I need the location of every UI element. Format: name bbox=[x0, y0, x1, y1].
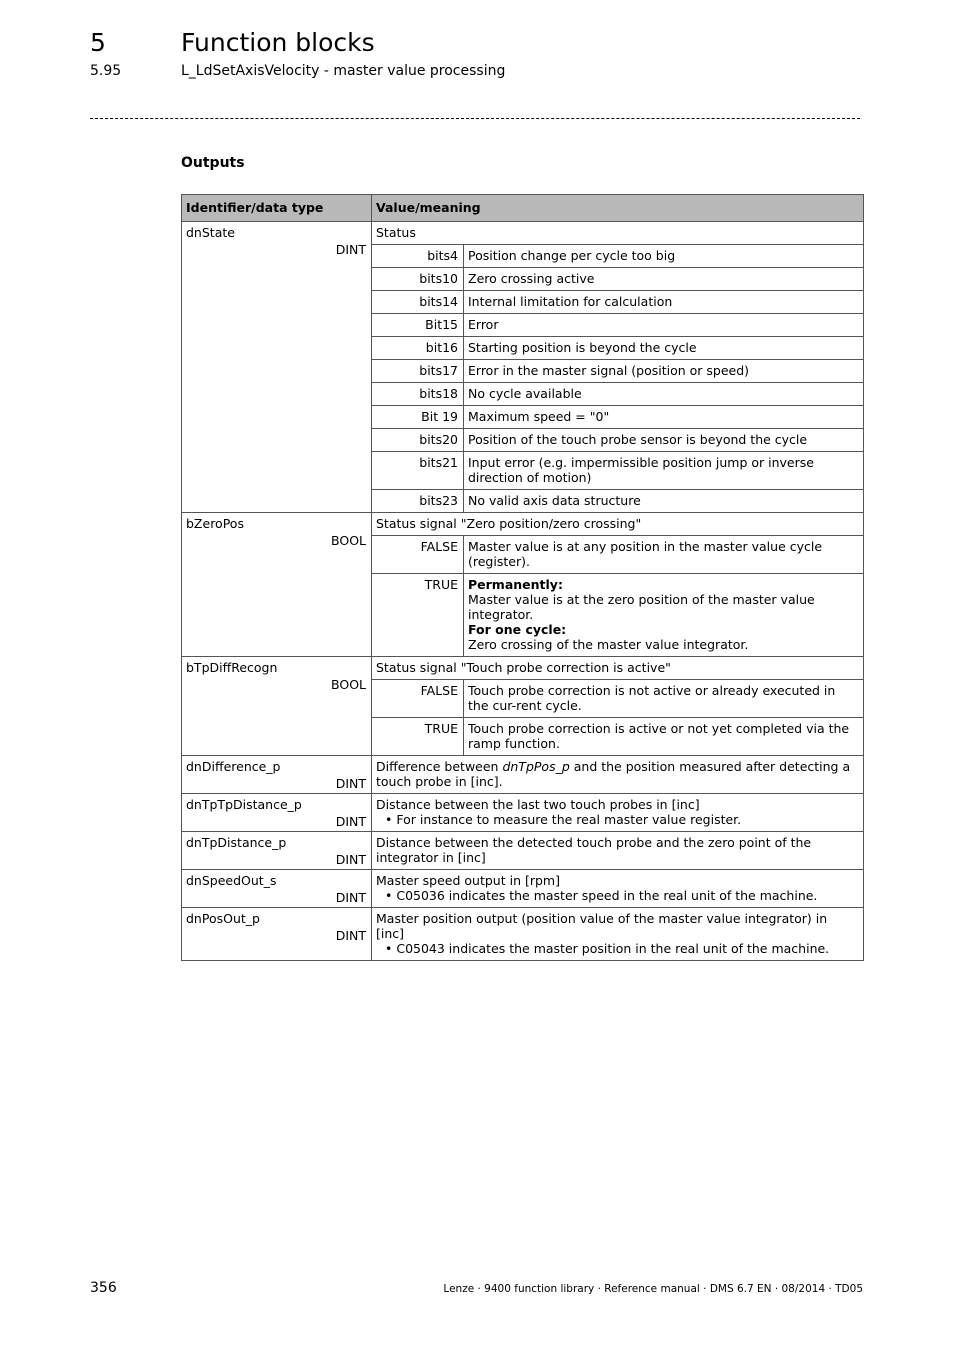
bit-row bbox=[372, 268, 863, 291]
identifier-name: dnDifference_p bbox=[186, 759, 281, 774]
table-row bbox=[182, 832, 864, 870]
identifier-cell bbox=[182, 832, 372, 870]
bit-meaning: Maximum speed = "0" bbox=[464, 406, 864, 429]
state-code: TRUE bbox=[372, 718, 464, 756]
bit-meaning: Starting position is beyond the cycle bbox=[464, 337, 864, 360]
bit-row bbox=[372, 490, 863, 513]
bit-row bbox=[372, 429, 863, 452]
state-text: Master value is at the zero position of the master value integrator. bbox=[468, 592, 815, 622]
chapter-title: Function blocks bbox=[181, 28, 375, 57]
bit-code: bits4 bbox=[372, 245, 464, 268]
state-text: Zero crossing of the master value integrator. bbox=[468, 637, 749, 652]
value-cell bbox=[372, 870, 864, 908]
desc-text: Distance between the last two touch probes in [inc] bbox=[376, 797, 700, 812]
outputs-table bbox=[181, 194, 864, 961]
state-row bbox=[372, 718, 863, 756]
bit-code: bits10 bbox=[372, 268, 464, 291]
value-description bbox=[372, 870, 863, 907]
header-divider bbox=[90, 118, 860, 119]
identifier-name: dnTpTpDistance_p bbox=[186, 797, 302, 812]
value-cell bbox=[372, 657, 864, 756]
state-meaning: Touch probe correction is active or not yet completed via the ramp function. bbox=[464, 718, 864, 756]
data-type: DINT bbox=[335, 890, 366, 905]
value-cell bbox=[372, 222, 864, 513]
table-header-row bbox=[182, 195, 864, 222]
bit-meaning: Input error (e.g. impermissible position jump or inverse direction of motion) bbox=[464, 452, 864, 490]
bit-meaning: Error in the master signal (position or speed) bbox=[464, 360, 864, 383]
value-description: Distance between the detected touch probe and the zero point of the integrator in [inc] bbox=[376, 835, 812, 865]
identifier-cell bbox=[182, 870, 372, 908]
bit-row bbox=[372, 314, 863, 337]
bit-meaning: Position change per cycle too big bbox=[464, 245, 864, 268]
value-description bbox=[372, 794, 863, 831]
value-cell bbox=[372, 794, 864, 832]
bit-row bbox=[372, 383, 863, 406]
state-row bbox=[372, 574, 863, 657]
bit-meaning: Internal limitation for calculation bbox=[464, 291, 864, 314]
column-header-identifier: Identifier/data type bbox=[182, 195, 372, 222]
identifier-name: dnState bbox=[186, 225, 235, 240]
bit-code: bits14 bbox=[372, 291, 464, 314]
state-row bbox=[372, 680, 863, 718]
desc-text: and the position measured after detecting a touch probe in [inc]. bbox=[376, 759, 851, 789]
data-type: BOOL bbox=[331, 677, 366, 692]
bit-code: bit16 bbox=[372, 337, 464, 360]
bullet-item: • C05036 indicates the master speed in the real unit of the machine. bbox=[385, 888, 818, 903]
data-type: DINT bbox=[335, 852, 366, 867]
state-code: FALSE bbox=[372, 536, 464, 574]
identifier-name: dnPosOut_p bbox=[186, 911, 260, 926]
bit-code: Bit15 bbox=[372, 314, 464, 337]
data-type: DINT bbox=[335, 814, 366, 829]
column-header-value: Value/meaning bbox=[372, 195, 864, 222]
table-row bbox=[182, 756, 864, 794]
desc-text: Difference between bbox=[376, 759, 503, 774]
value-cell bbox=[372, 756, 864, 794]
identifier-cell bbox=[182, 513, 372, 657]
state-row bbox=[372, 536, 863, 574]
data-type: DINT bbox=[335, 928, 366, 943]
state-code: FALSE bbox=[372, 680, 464, 718]
identifier-name: dnTpDistance_p bbox=[186, 835, 287, 850]
value-description: Status bbox=[376, 225, 416, 240]
table-row bbox=[182, 908, 864, 961]
state-table bbox=[372, 679, 863, 755]
state-label: For one cycle: bbox=[468, 622, 567, 637]
desc-text: Master speed output in [rpm] bbox=[376, 873, 560, 888]
footer-text: Lenze · 9400 function library · Reference manual · DMS 6.7 EN · 08/2014 · TD05 bbox=[443, 1283, 863, 1295]
bit-code: bits18 bbox=[372, 383, 464, 406]
bit-row bbox=[372, 452, 863, 490]
bit-code: bits21 bbox=[372, 452, 464, 490]
identifier-name: bTpDiffRecogn bbox=[186, 660, 278, 675]
bit-meaning: No valid axis data structure bbox=[464, 490, 864, 513]
table-row bbox=[182, 222, 864, 513]
bit-code: bits20 bbox=[372, 429, 464, 452]
value-description bbox=[372, 908, 863, 960]
desc-text: Master position output (position value of the master value integrator) in [inc] bbox=[376, 911, 828, 941]
data-type: DINT bbox=[335, 776, 366, 791]
identifier-name: bZeroPos bbox=[186, 516, 244, 531]
value-cell bbox=[372, 832, 864, 870]
identifier-cell bbox=[182, 657, 372, 756]
state-code: TRUE bbox=[372, 574, 464, 657]
bit-row bbox=[372, 337, 863, 360]
value-description: Status signal "Zero position/zero crossing" bbox=[376, 516, 642, 531]
bit-row bbox=[372, 360, 863, 383]
identifier-cell bbox=[182, 222, 372, 513]
bullet-item: • For instance to measure the real master value register. bbox=[385, 812, 742, 827]
bit-row bbox=[372, 291, 863, 314]
bit-code: Bit 19 bbox=[372, 406, 464, 429]
state-label: Permanently: bbox=[468, 577, 563, 592]
table-row bbox=[182, 657, 864, 756]
section-number: 5.95 bbox=[90, 63, 122, 79]
identifier-cell bbox=[182, 908, 372, 961]
bit-row bbox=[372, 245, 863, 268]
bullet-item: • C05043 indicates the master position in the real unit of the machine. bbox=[385, 941, 830, 956]
bit-code: bits23 bbox=[372, 490, 464, 513]
table-row bbox=[182, 870, 864, 908]
value-cell bbox=[372, 908, 864, 961]
state-table bbox=[372, 535, 863, 656]
bit-meaning: No cycle available bbox=[464, 383, 864, 406]
bit-table bbox=[372, 244, 863, 512]
chapter-number: 5 bbox=[90, 28, 106, 57]
identifier-cell bbox=[182, 794, 372, 832]
bit-code: bits17 bbox=[372, 360, 464, 383]
page-number: 356 bbox=[90, 1280, 117, 1296]
state-meaning: Touch probe correction is not active or already executed in the cur-rent cycle. bbox=[464, 680, 864, 718]
bit-meaning: Error bbox=[464, 314, 864, 337]
state-meaning: Master value is at any position in the master value cycle (register). bbox=[464, 536, 864, 574]
desc-variable: dnTpPos_p bbox=[502, 759, 570, 774]
bit-meaning: Zero crossing active bbox=[464, 268, 864, 291]
table-row bbox=[182, 513, 864, 657]
value-cell bbox=[372, 513, 864, 657]
table-row bbox=[182, 794, 864, 832]
section-title: L_LdSetAxisVelocity - master value processing bbox=[181, 63, 506, 79]
data-type: DINT bbox=[335, 242, 366, 257]
data-type: BOOL bbox=[331, 533, 366, 548]
value-description bbox=[372, 756, 863, 793]
outputs-heading: Outputs bbox=[181, 155, 245, 171]
identifier-name: dnSpeedOut_s bbox=[186, 873, 277, 888]
identifier-cell bbox=[182, 756, 372, 794]
value-description: Status signal "Touch probe correction is active" bbox=[376, 660, 671, 675]
bit-meaning: Position of the touch probe sensor is beyond the cycle bbox=[464, 429, 864, 452]
bit-row bbox=[372, 406, 863, 429]
state-meaning-block bbox=[464, 574, 864, 657]
